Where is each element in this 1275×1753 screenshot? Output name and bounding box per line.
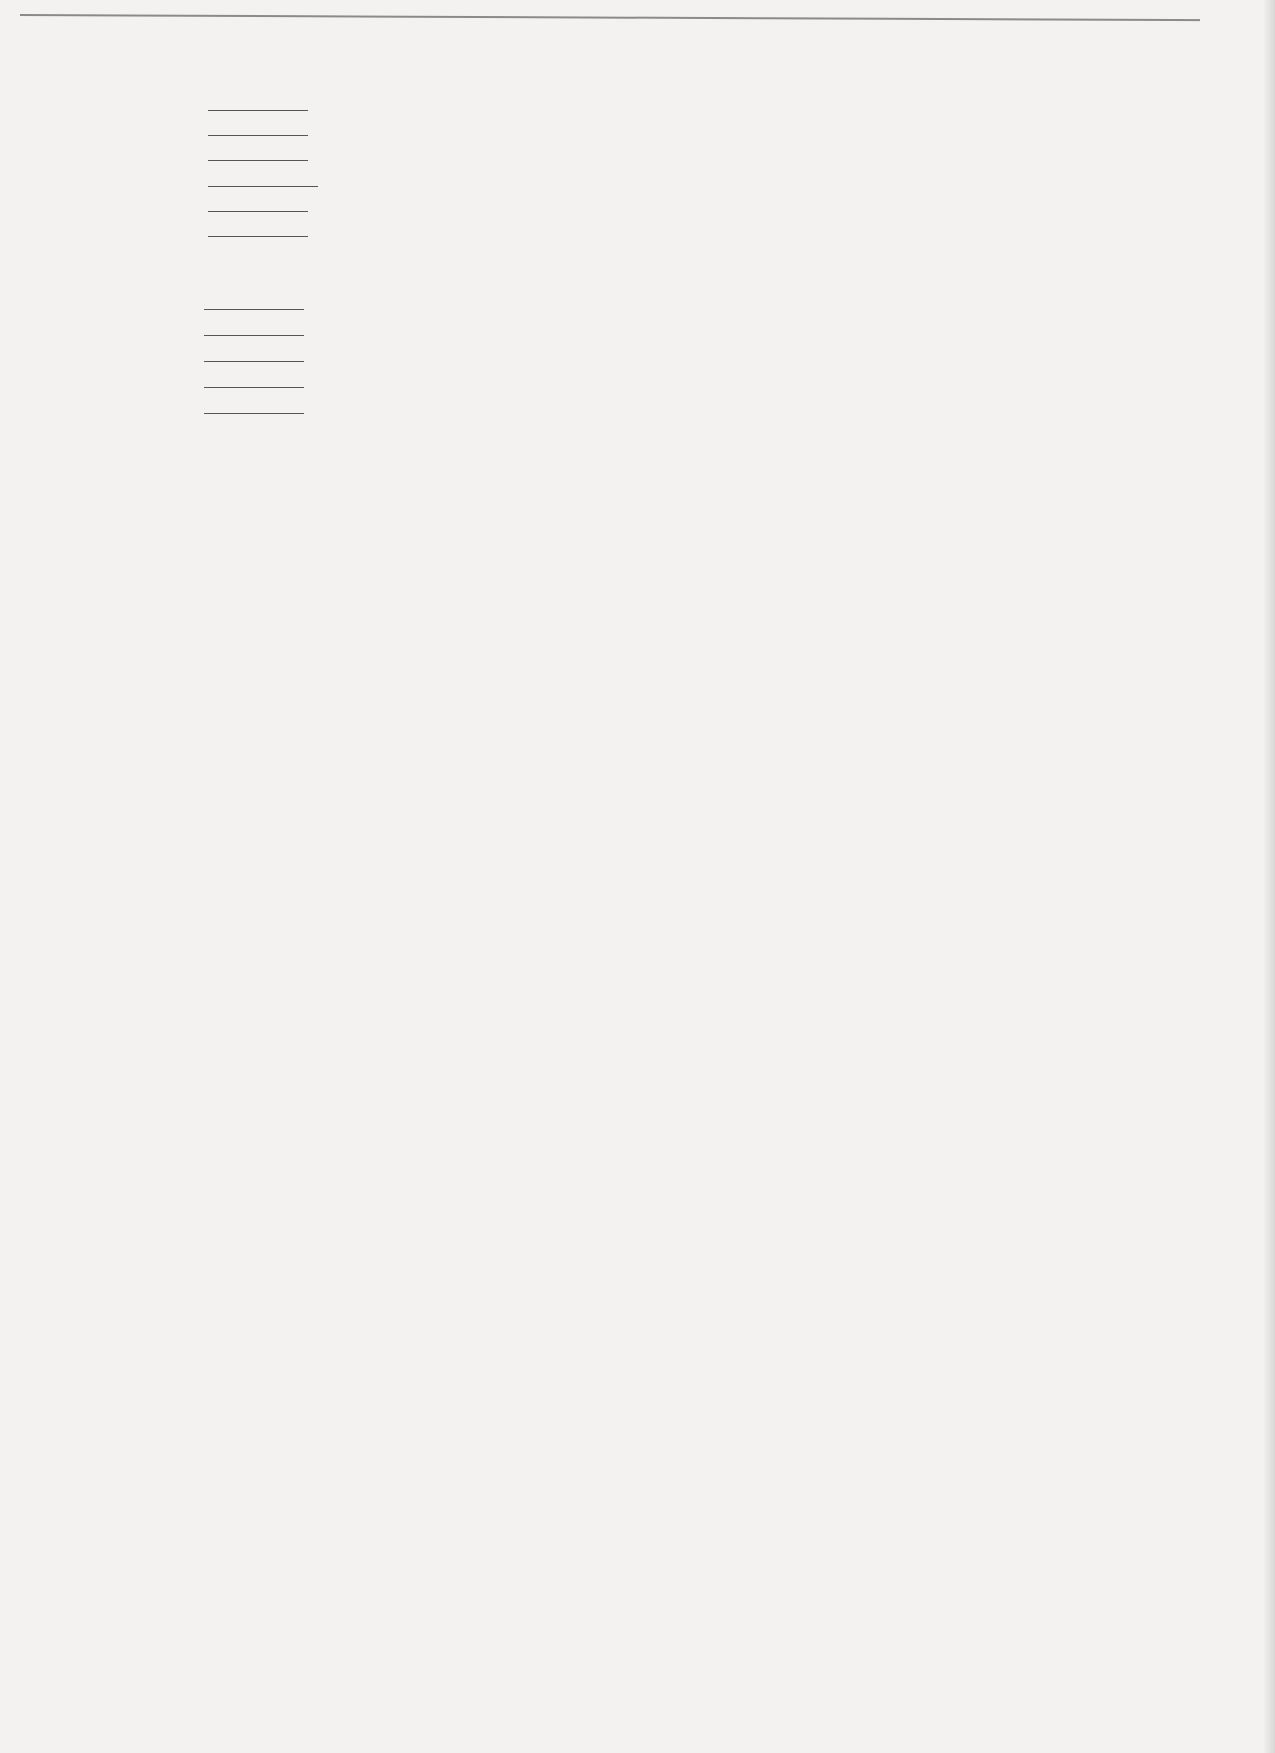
phrasal-verb-item xyxy=(135,877,195,896)
fill-blank xyxy=(204,321,304,336)
phrasal-verb-item xyxy=(135,850,195,869)
question-item xyxy=(152,172,324,191)
question-item xyxy=(145,505,195,524)
scan-top-rule xyxy=(20,14,1200,21)
fill-blank xyxy=(208,172,318,187)
question-item xyxy=(152,146,314,165)
fill-blank xyxy=(208,222,308,237)
fill-blank xyxy=(204,295,304,310)
question-item xyxy=(145,480,195,499)
fill-blank xyxy=(208,197,308,212)
question-item xyxy=(148,347,310,366)
phrasal-verb-item xyxy=(433,855,493,874)
question-item xyxy=(140,764,190,783)
question-item xyxy=(148,373,310,392)
question-item xyxy=(145,584,195,603)
fill-blank xyxy=(208,146,308,161)
question-item xyxy=(140,790,190,809)
question-item xyxy=(152,121,314,140)
fill-blank xyxy=(208,96,308,111)
question-item xyxy=(145,531,195,550)
scan-edge xyxy=(1263,0,1275,1753)
question-item xyxy=(140,686,190,705)
question-item xyxy=(148,321,310,340)
question-item xyxy=(152,222,314,241)
fill-blank xyxy=(204,347,304,362)
phrasal-verb-item xyxy=(718,860,778,879)
question-item xyxy=(140,712,190,731)
fill-blank xyxy=(204,373,304,388)
fill-blank xyxy=(208,121,308,136)
question-item xyxy=(152,197,314,216)
question-item xyxy=(148,399,310,418)
question-item xyxy=(145,558,195,577)
question-item xyxy=(152,96,314,115)
question-item xyxy=(148,295,310,314)
question-item xyxy=(140,738,190,757)
phrasal-verb-item xyxy=(433,882,493,901)
fill-blank xyxy=(204,399,304,414)
phrasal-verb-item xyxy=(718,887,778,906)
